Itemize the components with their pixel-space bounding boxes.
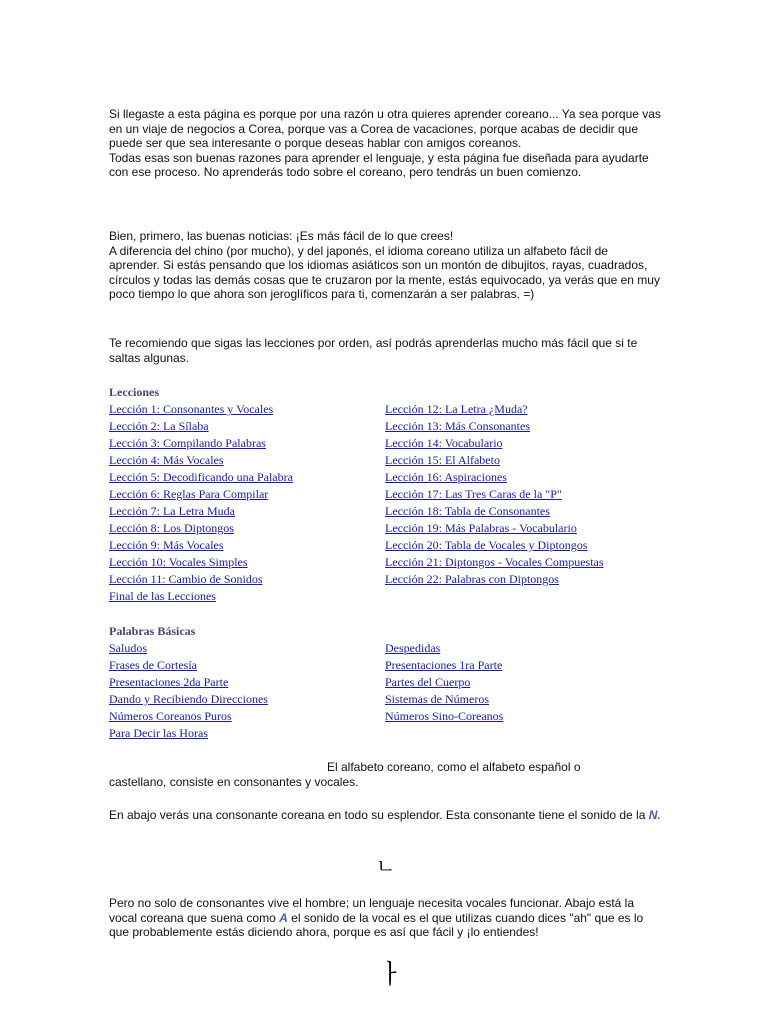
link-item[interactable]: Lección 7: La Letra Muda — [109, 504, 235, 518]
link-item[interactable]: Dando y Recibiendo Direcciones — [109, 692, 268, 706]
consonant-nieun-glyph: ㄴ — [376, 854, 396, 878]
link-item[interactable]: Lección 10: Vocales Simples — [109, 555, 248, 569]
link-item[interactable]: Lección 22: Palabras con Diptongos — [385, 572, 559, 586]
intro-paragraph-2 — [109, 229, 661, 302]
intro-paragraph-1 — [109, 107, 661, 180]
link-item[interactable]: Presentaciones 2da Parte — [109, 675, 229, 689]
link-item[interactable]: Lección 13: Más Consonantes — [385, 419, 530, 433]
vowel-text-b: el sonido de la vocal es el que utilizas cuando dices "ah" que es lo que probablemente estás diciendo ahora, porque es así que fácil y ¡lo entiendes! — [109, 910, 644, 940]
intro-text-4: A diferencia del chino (por mucho), y del japonés, el idioma coreano utiliza un alfabeto fácil de aprender. Si estás pensando que los idiomas asiáticos son un montón de dibujitos, rayas, cuadrados, círculos y todas las demás cosas que te cruzaron por la mente, estás equivocado, ya verás que en muy poco tiempo lo que ahora son jeroglíficos para ti, comenzarán a ser palabras. =) — [109, 243, 660, 302]
link-item[interactable]: Lección 6: Reglas Para Compilar — [109, 487, 269, 501]
lessons-heading: Lecciones — [109, 385, 159, 399]
vowel-letter: A — [279, 910, 288, 925]
link-item[interactable]: Lección 11: Cambio de Sonidos — [109, 572, 263, 586]
consonant-letter: N. — [648, 808, 661, 822]
link-item[interactable]: Lección 12: La Letra ¿Muda? — [385, 402, 528, 416]
link-item[interactable]: Lección 4: Más Vocales — [109, 453, 224, 467]
link-item[interactable]: Frases de Cortesía — [109, 658, 197, 672]
link-item[interactable]: Presentaciones 1ra Parte — [385, 658, 503, 672]
link-item[interactable]: Final de las Lecciones — [109, 589, 216, 603]
link-item[interactable]: Lección 15: El Alfabeto — [385, 453, 500, 467]
intro-text-2: Todas esas son buenas razones para aprender el lenguaje, y esta página fue diseñada para ayudarte con ese proceso. No aprenderás todo sobre el coreano, pero tendrás un buen comienzo. — [109, 150, 649, 180]
link-item[interactable]: Lección 18: Tabla de Consonantes — [385, 504, 550, 518]
vowel-text-a: Pero no solo de consonantes vive el hombre; un lenguaje necesita vocales funcionar. Abajo está la vocal coreana que suena como — [109, 896, 635, 925]
link-item[interactable]: Para Decir las Horas — [109, 726, 208, 740]
intro-paragraph-3 — [109, 336, 661, 365]
intro-text-5: Te recomiendo que sigas las lecciones por orden, así podrás aprenderlas mucho más fácil que si te saltas algunas. — [109, 336, 638, 365]
link-item[interactable]: Números Sino-Coreanos — [385, 709, 504, 723]
link-item[interactable]: Saludos — [109, 641, 148, 655]
link-item[interactable]: Lección 9: Más Vocales — [109, 538, 224, 552]
consonant-paragraph — [109, 808, 661, 823]
intro-text-3: Bien, primero, las buenas noticias: ¡Es más fácil de lo que crees! — [109, 229, 454, 243]
link-item[interactable]: Lección 17: Las Tres Caras de la "P" — [385, 487, 562, 501]
intro-text-1: Si llegaste a esta página es porque por una razón u otra quieres aprender coreano... Ya sea porque vas en un viaje de negocios a Corea, porque vas a Corea de vacaciones, porque acabas de decidir que puede ser que sea interesante o porque deseas hablar con amigos coreanos. — [109, 107, 661, 151]
alphabet-text-line-2: castellano, consiste en consonantes y vocales. — [109, 775, 359, 789]
link-item[interactable]: Despedidas — [385, 641, 441, 655]
link-item[interactable]: Lección 1: Consonantes y Vocales — [109, 402, 274, 416]
link-item[interactable]: Lección 19: Más Palabras - Vocabulario — [385, 521, 577, 535]
link-item[interactable]: Lección 21: Diptongos - Vocales Compuestas — [385, 555, 604, 569]
vowel-paragraph — [109, 896, 661, 940]
link-item[interactable]: Lección 8: Los Diptongos — [109, 521, 234, 535]
link-item[interactable]: Lección 3: Compilando Palabras — [109, 436, 266, 450]
alphabet-text-line-1: El alfabeto coreano, como el alfabeto español o — [327, 760, 581, 774]
link-item[interactable]: Lección 20: Tabla de Vocales y Diptongos — [385, 538, 588, 552]
basics-heading: Palabras Básicas — [109, 624, 196, 638]
link-item[interactable]: Lección 2: La Sílaba — [109, 419, 209, 433]
link-item[interactable]: Lección 5: Decodificando una Palabra — [109, 470, 293, 484]
link-item[interactable]: Partes del Cuerpo — [385, 675, 471, 689]
consonant-text: En abajo verás una consonante coreana en todo su esplendor. Esta consonante tiene el sonido de la — [109, 808, 646, 822]
vowel-a-glyph: ㅏ — [378, 960, 404, 990]
link-item[interactable]: Sistemas de Números — [385, 692, 489, 706]
link-item[interactable]: Lección 16: Aspiraciones — [385, 470, 507, 484]
link-item[interactable]: Números Coreanos Puros — [109, 709, 232, 723]
link-item[interactable]: Lección 14: Vocabulario — [385, 436, 503, 450]
